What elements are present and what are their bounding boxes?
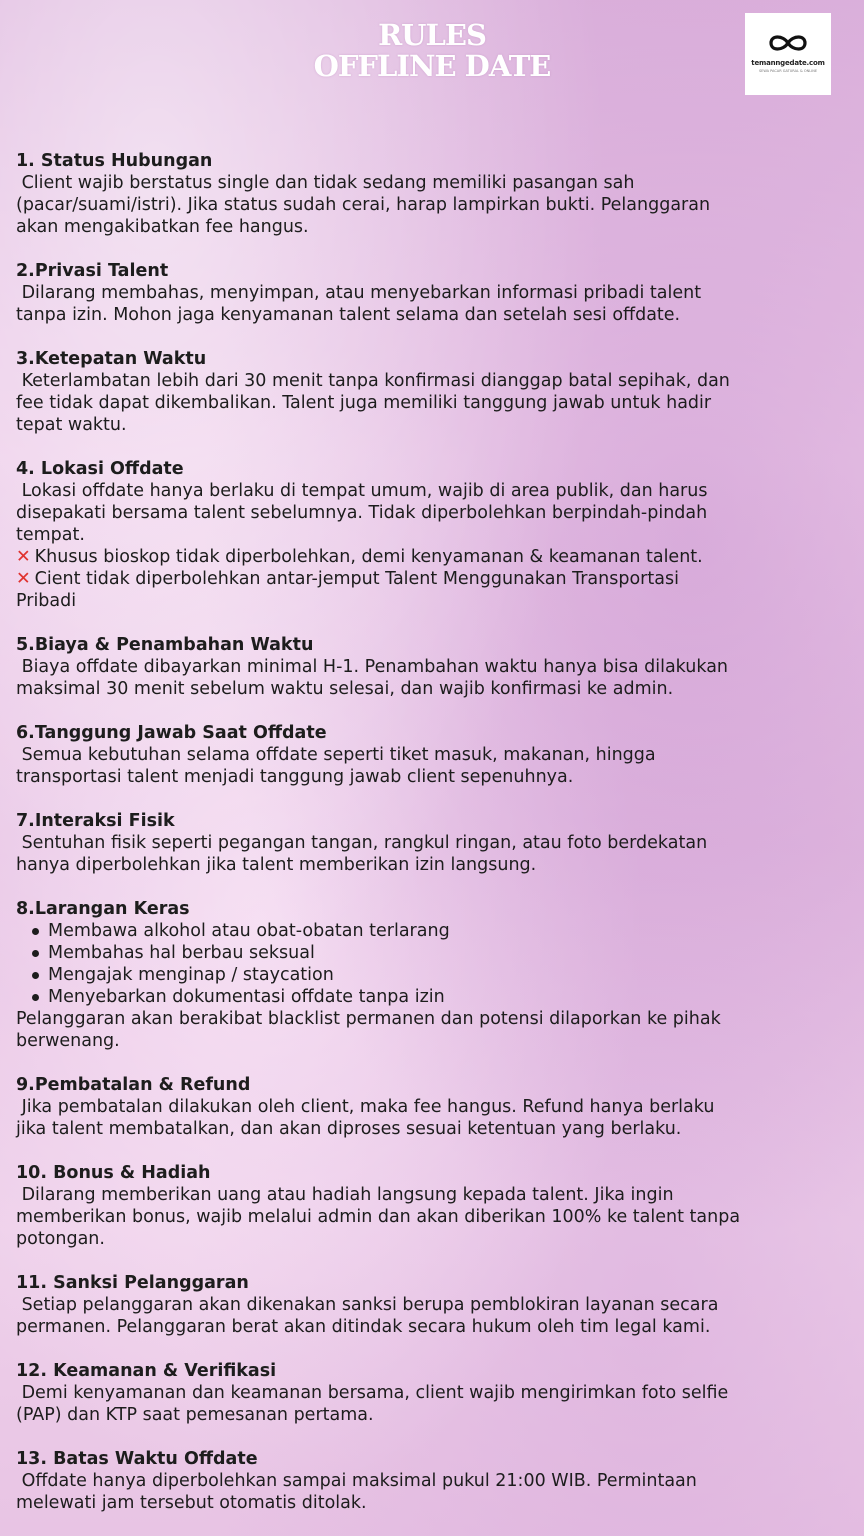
rule-heading: 12. Keamanan & Verifikasi	[16, 1361, 277, 1381]
rule-section	[16, 260, 848, 326]
rule-text-line: Dilarang memberikan uang atau hadiah langsung kepada talent. Jika ingin	[16, 1185, 674, 1205]
rule-section	[16, 150, 848, 238]
rule-text-line: fee tidak dapat dikembalikan. Talent juga memiliki tanggung jawab untuk hadir	[16, 393, 712, 413]
rule-heading: 1. Status Hubungan	[16, 151, 213, 171]
rule-section	[16, 1360, 848, 1426]
rule-text-line: potongan.	[16, 1229, 105, 1249]
rule-text-line: Pribadi	[16, 591, 77, 611]
rule-section	[16, 722, 848, 788]
rule-text-line: Biaya offdate dibayarkan minimal H-1. Penambahan waktu hanya bisa dilakukan	[16, 657, 729, 677]
rule-text-line: jika talent membatalkan, dan akan diproses sesuai ketentuan yang berlaku.	[16, 1119, 682, 1139]
bullet-list	[16, 920, 848, 1008]
prohibited-item-text: Cient tidak diperbolehkan antar-jemput Talent Menggunakan Transportasi	[34, 569, 679, 589]
rule-section	[16, 898, 848, 1052]
rule-text-line: Setiap pelanggaran akan dikenakan sanksi berupa pemblokiran layanan secara	[16, 1295, 719, 1315]
rule-text-line: transportasi talent menjadi tanggung jawab client sepenuhnya.	[16, 767, 574, 787]
cross-mark-icon: ✕	[16, 569, 31, 589]
rule-text-line: Keterlambatan lebih dari 30 menit tanpa konfirmasi dianggap batal sepihak, dan	[16, 371, 730, 391]
rule-heading: 3.Ketepatan Waktu	[16, 349, 207, 369]
rule-text-line: (pacar/suami/istri). Jika status sudah cerai, harap lampirkan bukti. Pelanggaran	[16, 195, 711, 215]
bullet-item: Membahas hal berbau seksual	[48, 942, 848, 964]
rule-heading: 7.Interaksi Fisik	[16, 811, 175, 831]
rule-text-line: Client wajib berstatus single dan tidak sedang memiliki pasangan sah	[16, 173, 635, 193]
rules-list	[16, 150, 848, 1536]
rule-heading: 5.Biaya & Penambahan Waktu	[16, 635, 314, 655]
rule-text-line: tepat waktu.	[16, 415, 127, 435]
rule-heading: 10. Bonus & Hadiah	[16, 1163, 211, 1183]
rule-section	[16, 1074, 848, 1140]
rule-text-line: Semua kebutuhan selama offdate seperti tiket masuk, makanan, hingga	[16, 745, 656, 765]
title-line-2: OFFLINE DATE	[313, 49, 551, 83]
rule-text-line: permanen. Pelanggaran berat akan ditindak secara hukum oleh tim legal kami.	[16, 1317, 711, 1337]
rule-section	[16, 810, 848, 876]
rule-heading: 4. Lokasi Offdate	[16, 459, 184, 479]
rule-text-line: Lokasi offdate hanya berlaku di tempat umum, wajib di area publik, dan harus	[16, 481, 708, 501]
rule-heading: 2.Privasi Talent	[16, 261, 169, 281]
rule-heading: 13. Batas Waktu Offdate	[16, 1449, 258, 1469]
rule-section	[16, 634, 848, 700]
rule-text-line: (PAP) dan KTP saat pemesanan pertama.	[16, 1405, 374, 1425]
rule-section	[16, 1448, 848, 1514]
rule-text-line: disepakati bersama talent sebelumnya. Tidak diperbolehkan berpindah-pindah	[16, 503, 708, 523]
rule-heading: 8.Larangan Keras	[16, 899, 190, 919]
prohibited-item-text: Khusus bioskop tidak diperbolehkan, demi kenyamanan & keamanan talent.	[34, 547, 703, 567]
bullet-item: Mengajak menginap / staycation	[48, 964, 848, 986]
rule-text-line: memberikan bonus, wajib melalui admin dan akan diberikan 100% ke talent tanpa	[16, 1207, 741, 1227]
brand-logo	[745, 13, 831, 95]
rule-text-line: tempat.	[16, 525, 85, 545]
prohibited-item	[16, 546, 848, 568]
bullet-item: Membawa alkohol atau obat-obatan terlarang	[48, 920, 848, 942]
rule-section	[16, 1272, 848, 1338]
rule-text-line: akan mengakibatkan fee hangus.	[16, 217, 309, 237]
rule-text-line: tanpa izin. Mohon jaga kenyamanan talent selama dan setelah sesi offdate.	[16, 305, 681, 325]
rule-text-line: Pelanggaran akan berakibat blacklist permanen dan potensi dilaporkan ke pihak	[16, 1009, 721, 1029]
rule-text-line: Dilarang membahas, menyimpan, atau menyebarkan informasi pribadi talent	[16, 283, 702, 303]
rule-text-line: Jika pembatalan dilakukan oleh client, maka fee hangus. Refund hanya berlaku	[16, 1097, 715, 1117]
bullet-item: Menyebarkan dokumentasi offdate tanpa izin	[48, 986, 848, 1008]
rule-text-line: maksimal 30 menit sebelum waktu selesai, dan wajib konfirmasi ke admin.	[16, 679, 674, 699]
rule-heading: 9.Pembatalan & Refund	[16, 1075, 251, 1095]
logo-brand-name: temanngedate.com	[751, 59, 825, 67]
rule-section	[16, 458, 848, 612]
infinity-icon	[766, 33, 810, 53]
rule-text-line: berwenang.	[16, 1031, 120, 1051]
page-title	[0, 20, 864, 82]
rule-heading: 11. Sanksi Pelanggaran	[16, 1273, 249, 1293]
cross-mark-icon: ✕	[16, 547, 31, 567]
rule-section	[16, 348, 848, 436]
title-line-1: RULES	[378, 18, 486, 52]
rule-section	[16, 1162, 848, 1250]
rule-text-line: melewati jam tersebut otomatis ditolak.	[16, 1493, 367, 1513]
rule-text-line: Sentuhan fisik seperti pegangan tangan, rangkul ringan, atau foto berdekatan	[16, 833, 708, 853]
rule-heading: 6.Tanggung Jawab Saat Offdate	[16, 723, 327, 743]
logo-tagline: SEWA PACAR GATURAL & ONLINE	[758, 69, 818, 73]
prohibited-item	[16, 568, 848, 590]
rule-text-line: Demi kenyamanan dan keamanan bersama, client wajib mengirimkan foto selfie	[16, 1383, 729, 1403]
rule-text-line: Offdate hanya diperbolehkan sampai maksimal pukul 21:00 WIB. Permintaan	[16, 1471, 697, 1491]
rule-text-line: hanya diperbolehkan jika talent memberikan izin langsung.	[16, 855, 537, 875]
